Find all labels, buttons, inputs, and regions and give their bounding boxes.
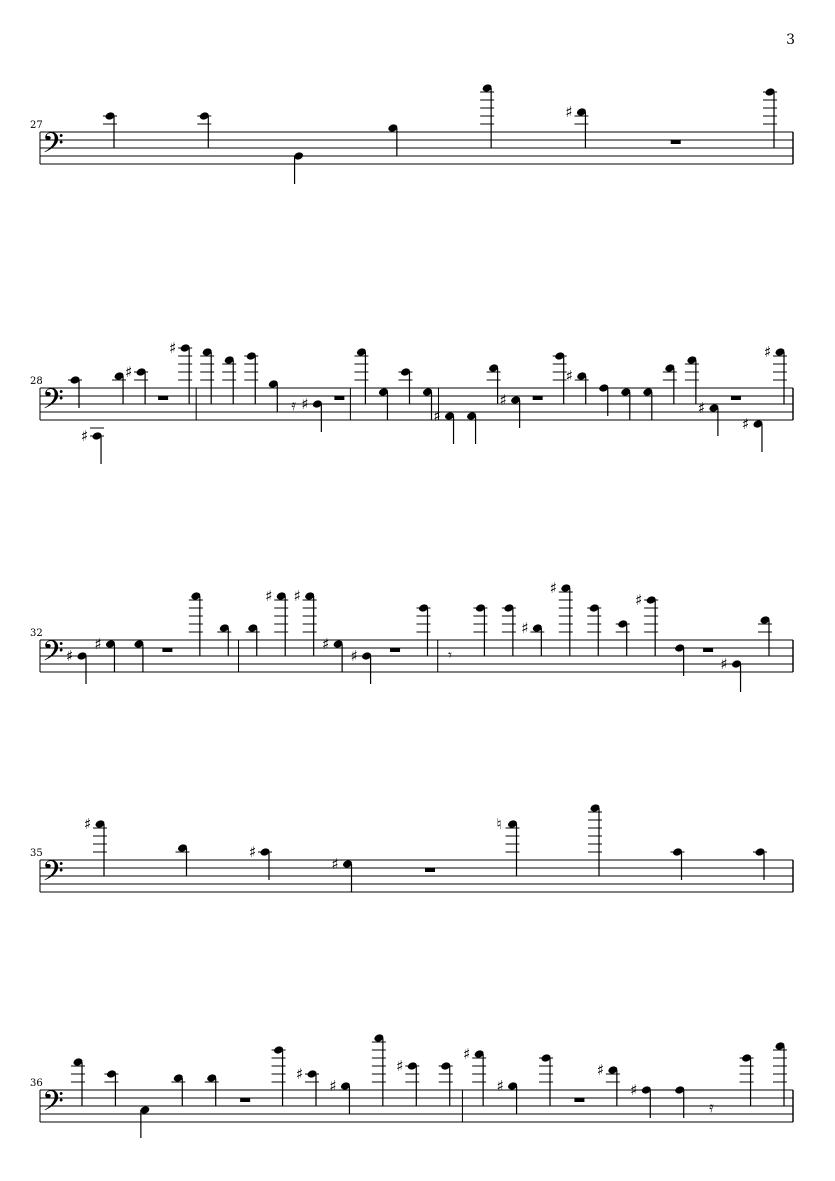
sharp-icon: ♯ [496,1077,504,1095]
sharp-icon: ♯ [322,635,330,653]
sharp-icon: ♯ [630,1081,638,1099]
sharp-icon: ♯ [635,591,643,609]
whole-rest [334,396,344,400]
measure-number: 35 [30,848,43,859]
whole-rest [162,648,172,652]
bass-clef-icon: 𝄢 [42,383,64,423]
sharp-icon: ♯ [396,1057,404,1075]
whole-rest [703,648,713,652]
sharp-icon: ♯ [565,367,573,385]
whole-rest [671,140,681,144]
staff-system [30,83,793,184]
sharp-icon: ♯ [169,339,177,357]
page-number: 3 [786,32,795,48]
sharp-icon: ♯ [720,655,728,673]
whole-rest [390,648,400,652]
staff-system [30,579,793,692]
whole-rest [158,396,168,400]
measure-number: 36 [30,1078,43,1089]
measure-number: 28 [30,376,43,387]
bass-clef-icon: 𝄢 [42,1085,64,1125]
sharp-icon: ♯ [521,619,529,637]
natural-icon: ♮ [496,815,502,833]
whole-rest [240,1098,250,1102]
sharp-icon: ♯ [265,587,273,605]
sharp-icon: ♯ [741,415,750,433]
sharp-icon: ♯ [301,395,309,413]
sharp-icon: ♯ [565,103,573,121]
staff-system [30,339,793,464]
measure-number: 27 [30,120,43,131]
whole-rest [425,868,435,872]
sharp-icon: ♯ [293,587,301,605]
sharp-icon: ♯ [84,815,92,833]
sharp-icon: ♯ [764,343,772,361]
staff-system [30,1033,793,1138]
sharp-icon: ♯ [331,855,339,873]
bass-clef-icon: 𝄢 [42,855,64,895]
sharp-icon: ♯ [596,1061,605,1079]
sharp-icon: ♯ [549,579,558,597]
sharp-icon: ♯ [81,427,89,445]
bass-clef-icon: 𝄢 [42,635,64,675]
sharp-icon: ♯ [329,1077,337,1095]
whole-rest [574,1098,584,1102]
eighth-rest: 𝄾 [447,646,452,664]
sixteenth-rest: 𝄿 [291,396,296,414]
bass-clef-icon: 𝄢 [42,127,64,167]
sixteenth-rest: 𝄿 [709,1098,714,1116]
whole-rest [533,396,543,400]
sharp-icon: ♯ [433,407,441,425]
sharp-icon: ♯ [94,635,102,653]
sharp-icon: ♯ [697,399,706,417]
whole-rest [731,396,741,400]
sharp-icon: ♯ [296,1065,304,1083]
sharp-icon: ♯ [66,647,74,665]
sharp-icon: ♯ [125,363,133,381]
sharp-icon: ♯ [499,391,507,409]
sharp-icon: ♯ [249,843,257,861]
staff-system [30,803,793,895]
sharp-icon: ♯ [350,647,358,665]
sharp-icon: ♯ [463,1045,471,1063]
measure-number: 32 [30,628,43,639]
